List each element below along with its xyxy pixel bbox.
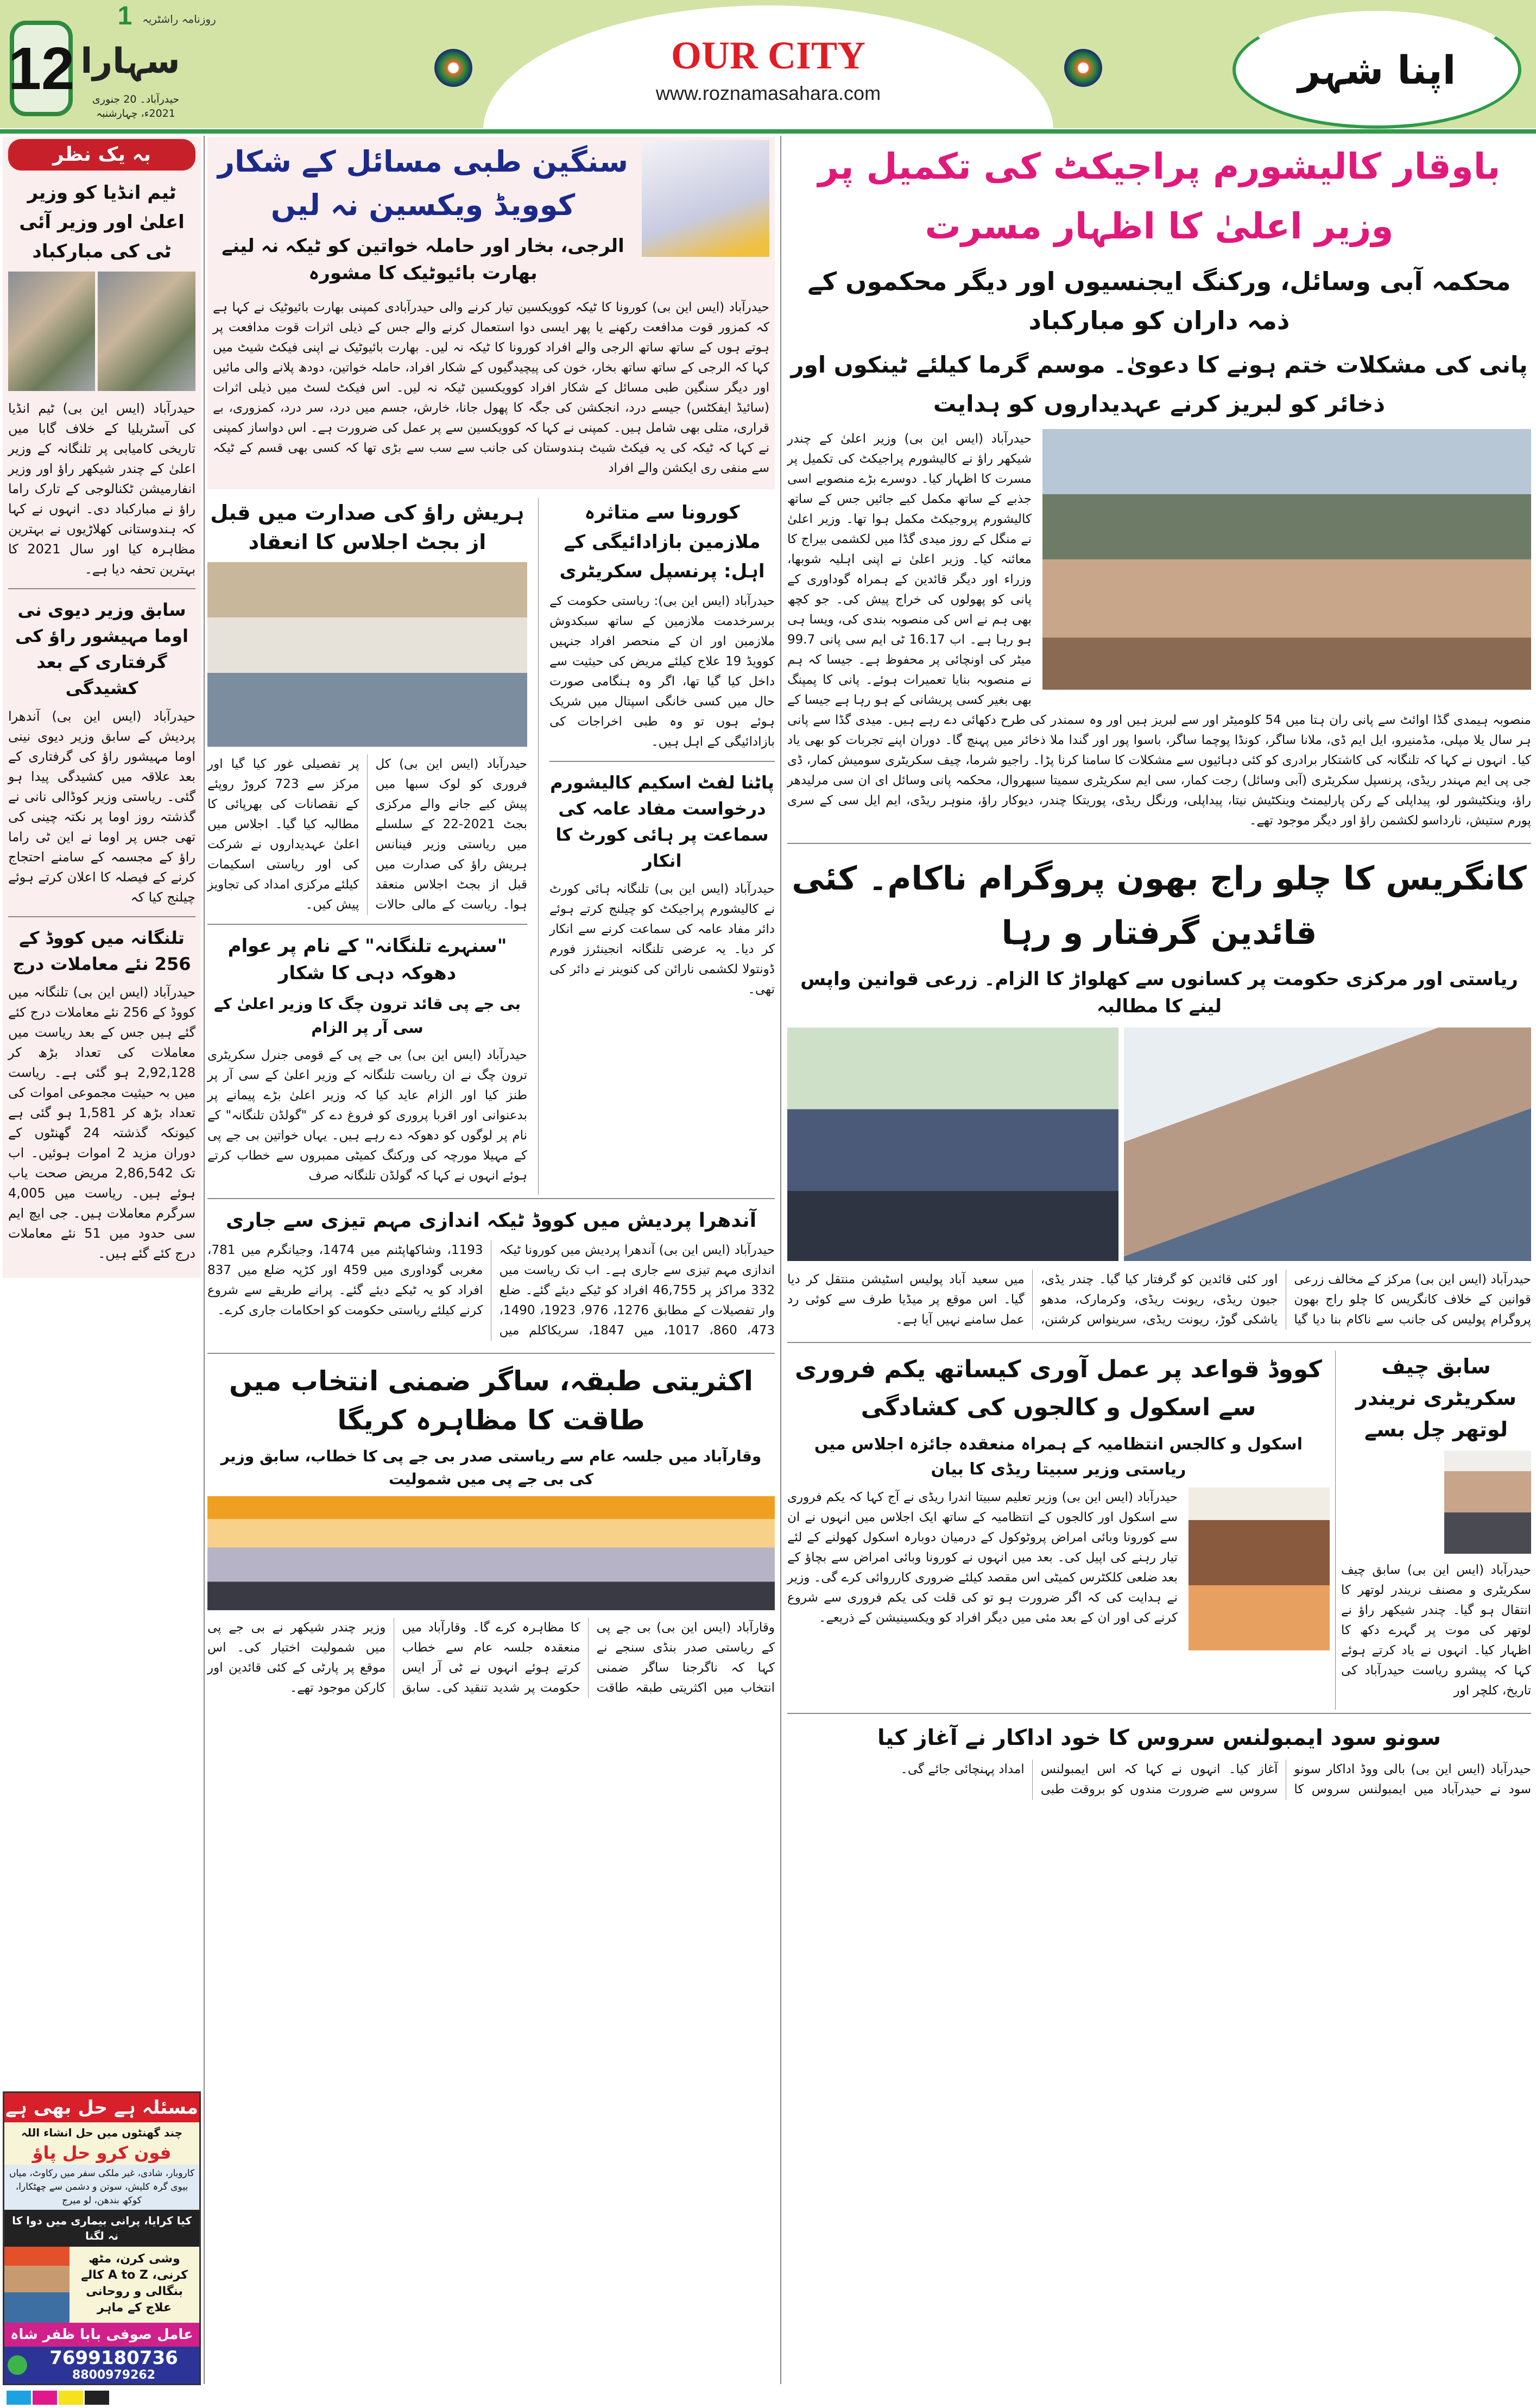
- sabitha-reddy-photo: [1189, 1487, 1330, 1650]
- page-number: 12: [10, 21, 73, 116]
- devi-headline: سابق وزیر دیوی نی اوما مہیشور راؤ کی گرفتاری کے بعد کشیدگی: [15, 600, 189, 698]
- ad-title: مسئلہ ہے حل بھی ہے: [4, 2093, 199, 2122]
- section-title-en: OUR CITY: [671, 34, 866, 77]
- ad-line1: چند گھنٹوں میں حل انشاء اللہ: [21, 2126, 183, 2139]
- middle-column: [207, 137, 775, 1707]
- lead-headline: باوقار کالیشورم پراجیکٹ کی تکمیل پر وزیر اعلیٰ کا اظہار مسرت: [818, 146, 1501, 247]
- lead-subhead-1: محکمہ آبی وسائل، ورکنگ ایجنسیوں اور دیگر محکموں کے ذمہ داران کو مبارکباد: [807, 267, 1511, 335]
- employees-body: حیدرآباد (ایس این بی): ریاستی حکومت کے برسرخدمت ملازمین کے ساتھ سبکدوش ملازمین اور ان کے منحصر افراد جنہیں کوویڈ 19 علاج کیلئے مریض کی حیثیت سے داخل کیا گیا تھا، اگر وہ ہنگامی صورت حال میں کسی خانگی اسپتال میں شریک ہوئے ہوں تو وہ طبی اخراجات کی بازادائیگی کے اہل ہیں۔: [549, 594, 775, 749]
- column-divider: [780, 136, 781, 2384]
- ambulance-headline: سونو سود ایمبولنس سروس کا خود اداکار نے آغاز کیا: [877, 1725, 1442, 1750]
- kaleshwaram-visit-photo: [1042, 429, 1531, 690]
- at-a-glance-badge: بہ یک نظر: [8, 139, 195, 171]
- covid-body: حیدرآباد (ایس این بی) تلنگانہ میں کووڈ کے 256 نئے معاملات درج کئے گئے ہیں جس کے بعد ریاست میں معاملات کی تعداد بڑھ کر 2,92,128 ہو گئی ہے۔ ریاست میں بہ حیثیت مجموعی اموات کی تعداد بڑھ کر 1,581 ہو گئی ہے کیونکہ گذشتہ 24 گھنٹوں کے دوران مزید 2 اموات ہوئیں۔ اب تک 2,86,542 مریض صحت یاب ہوئے ہیں۔ ریاست میں 4,005 سرگرم معاملات ہیں۔ جی ایچ ایم سی حدود میں 51 نئے معاملات درج کئے گئے ہیں۔: [8, 985, 196, 1261]
- vaccine-vial-photo: [642, 140, 769, 257]
- protest-crowd-photo: [787, 1028, 1118, 1261]
- ad-specialty: وشی کرن، مٹھ کرنی، A to Z کالے بنگالی و روحانی علاج کے ماہر: [81, 2252, 188, 2315]
- emblem-icon: [1064, 49, 1102, 87]
- leaders-arrest-photo: [1124, 1028, 1531, 1261]
- pil-body: حیدرآباد (ایس این بی) تلنگانہ ہائی کورٹ نے کالیشورم پراجیکٹ کو چیلنج کرتے ہوئے دائر مفاد عامہ کی سماعت کرنے سے انکار کر دیا۔ یہ عرضی تلنگانہ انجینئرز فورم ڈونتولا لکشمی نارائن کی کنوینر نے دائر کی تھی۔: [549, 882, 775, 997]
- narendra-luther-photo: [1444, 1451, 1531, 1554]
- school-reopening-subhead: اسکول و کالجس انتظامیہ کے ہمراہ منعقدہ جائزہ اجلاس میں ریاستی وزیر سبیتا ریڈی کا بیان: [814, 1435, 1303, 1479]
- ad-phone-2[interactable]: 8800979262: [72, 2368, 156, 2382]
- left-column: [3, 137, 201, 2385]
- emblem-icon: [434, 49, 472, 87]
- harish-headline: ہریش راؤ کی صدارت میں قبل از بجٹ اجلاس کا انعقاد: [210, 501, 524, 554]
- ktr-photo: [8, 272, 95, 391]
- employees-headline: کورونا سے متاثرہ ملازمین بازادائیگی کے اہل: پرنسپل سکریٹری: [559, 502, 765, 582]
- bjp-rally-body: وقارآباد (ایس این بی) بی جے پی کے ریاستی صدر بنڈی سنجے نے کہا کہ ناگرجنا ساگر ضمنی انتخاب میں اکثریتی طبقہ طاقت کا مظاہرہ کرے گا۔ وقارآباد میں منعقدہ جلسہ عام سے خطاب کرتے ہوئے انہوں نے ٹی آر ایس حکومت پر شدید تنقید کی۔ سابق وزیر چندر شیکھر نے بی جے پی میں شمولیت اختیار کی۔ اس موقع پر پارٹی کے کئی قائدین اور کارکن موجود تھے۔: [207, 1621, 775, 1695]
- vaccine-headline: سنگین طبی مسائل کے شکار کوویڈ ویکسین نہ لیں: [218, 144, 628, 222]
- kcr-body: حیدرآباد (ایس این بی) ٹیم انڈیا کی آسٹریلیا کے خلاف گابا میں تاریخی کامیابی پر تلنگانہ کے وزیر اعلیٰ کے چندر شیکھر راؤ اور وزیر انفارمیشن ٹکنالوجی کے تارک راما راؤ نے مبارکباد دی۔ انہوں نے کہا کہ ہندوستانی کھلاڑیوں نے بہترین مظاہرہ کیا اور سال 2021 کا بہترین تحفہ دیا ہے۔: [8, 401, 195, 577]
- paper-logo: سہارا: [80, 41, 180, 81]
- lead-subhead-2: پانی کی مشکلات ختم ہونے کا دعویٰ۔ موسم گرما کیلئے ٹینکوں اور ذخائر کو لبریز کرنے عہدیداروں کو ہدایت: [791, 351, 1528, 417]
- budget-meeting-photo: [207, 562, 527, 747]
- header-rule: [0, 129, 1536, 134]
- ad-phone-1[interactable]: 7699180736: [49, 2347, 178, 2369]
- kcr-photo: [98, 272, 195, 391]
- ad-line2: فون کرو حل پاؤ: [32, 2142, 172, 2163]
- left-column-news: [3, 137, 201, 1278]
- congress-body: حیدرآباد (ایس این بی) مرکز کے مخالف زرعی قوانین کے خلاف کانگریس کا چلو راج بھون پروگرام پولیس کی جانب سے ناکام بنا دیا گیا اور کئی قائدین کو گرفتار کیا گیا۔ چندر یڈی، جیون ریڈی، ریونت ریڈی، وکرمارک، مدھو یاشکی گوڑ، ریونت ریڈی، سرینواس کرشنن، میں سعید آباد پولیس اسٹیشن منتقل کر دیا گیا۔ اس موقع پر میڈیا طرف سے کوئی رد عمل سامنے نہیں آیا ہے۔: [787, 1272, 1531, 1327]
- registration-magenta: [33, 2391, 57, 2405]
- pil-headline: پاٹنا لفٹ اسکیم کالیشورم درخواست مفاد عامہ کی سماعت پر ہائی کورٹ کا انکار: [550, 772, 774, 871]
- bjp-rally-headline: اکثریتی طبقہ، ساگر ضمنی انتخاب میں طاقت کا مظاہرہ کریگا: [229, 1365, 753, 1436]
- paper-tagline: روزنامہ راشٹریہ: [142, 12, 216, 26]
- school-reopening-body: حیدرآباد (ایس این بی) وزیر تعلیم سبیتا اندرا ریڈی نے آج کہا کہ یکم فروری سے اسکول اور کالجوں کے انتظامیہ کے ساتھ ایک اجلاس میں انہوں نے ان سے کورونا وبائی امراض پروٹوکول کے درمیان دوبارہ اسکول کھولنے کے لئے تیار رہنے کی اپیل کی۔ بعد میں انہوں نے کورونا وبائی امراض سے بچاؤ کے بعد ضلعی کلکٹرس کمیٹی اس مقصد کیلئے ضروری کارروائی کرے گی۔ وزیر نے ہدایت کی کہ اگر ضرورت ہو تو کی قلت کی یکم فروری سے شروع کرنے کی اور ان کے بعد مئی میں دیگر افراد کو ویکسینیشن کے ذریعے۔: [787, 1490, 1178, 1625]
- ap-vaccination-body: حیدرآباد (ایس این بی) آندھرا پردیش میں کورونا ٹیکہ اندازی مہم تیزی سے جاری ہے۔ اب تک ریاست میں 332 مراکز پر 46,755 افراد کو ٹیکے دیئے گئے۔ ضلع وار تفصیلات کے مطابق 1276، 976، 1923، 1490، 473، 860، 1017، میں 1847، سریکاکلم میں 1193، وشاکھاپٹنم میں 1474، وجیانگرم میں 781، مغربی گوداوری میں 459 اور کڑپہ ضلع میں 837 افراد کو یہ ٹیکے دیئے گئے۔ پرانے طریقے سے شروع کرنے کیلئے ریاستی حکومت کو احکامات جاری کرے۔: [207, 1243, 775, 1338]
- ad-name: عامل صوفی بابا ظفر شاہ: [4, 2323, 199, 2347]
- vaccine-body: حیدرآباد (ایس این بی) کورونا کا ٹیکہ کوویکسین تیار کرنے والی حیدرآبادی کمپنی بھارت بائیوٹیک نے کہا ہے کہ کمزور قوت مدافعت رکھنے یا پھر ایسی دوا استعمال کرنے والے جس کے ذیلی اثرات قوت مدافعت پر ہوتے ہوں کے ساتھ ساتھ الرجی والے افراد کورونا کا ٹیکہ نہ لیں۔ بھارت بائیوٹیک نے اپنی فیکٹ شیٹ میں کہا کہ الرجی کے ساتھ ساتھ بخار، خون کی پیچیدگیوں کے شکار افراد، حاملہ خواتین، دودھ پلانے والی مائیں اور دیگر سنگین طبی مسائل کے شکار افراد کوویکسین ٹیکہ نہ لیں۔ اس فیکٹ لسٹ میں ذیلی اثرات (سائیڈ ایفکٹس) جیسے درد، انجکشن کی جگہ کا پھول جانا، خارش، جسم میں درد، سر درد، کمزوری، بے قراری، متلی بھی شامل ہیں۔ کمپنی نے کہا کہ کوویکسین سے پر عمل کی ضرورت ہے۔ اس دواساز کمپنی نے کہا کہ ٹیکہ کی یہ فیکٹ شیٹ ہندوستان کی جانب سے سب سے بڑی تھا کہ کسی بھی قسم کے ٹیکہ سے منفی ری ایکشن والے افراد: [213, 300, 769, 475]
- bjp-rally-photo: [207, 1496, 775, 1610]
- date-line: حیدرآباد۔ 20 جنوری 2021ء، چہارشنبہ: [92, 93, 180, 119]
- column-divider: [1335, 1351, 1336, 1710]
- ad-services: کاروبار، شادی، غیر ملکی سفر میں رکاوٹ، میاں بیوی گرہ کلیش، سوتن و دشمن سے چھٹکارا، کوکھ بندھن، لو میرج: [4, 2165, 199, 2210]
- right-section: [787, 137, 1531, 1808]
- ambulance-body: حیدرآباد (ایس این بی) بالی ووڈ اداکار سونو سود نے حیدرآباد میں ایمبولنس سروس کا آغاز کیا۔ انہوں نے کہا کہ اس ایمبولنس سروس سے ضرورت مندوں کو بروقت طبی امداد پہنچائی جائے گی۔: [900, 1762, 1531, 1796]
- vaccine-story: [207, 137, 775, 489]
- golden-telangana-subhead: بی جے پی قائد ترون چگ کا وزیر اعلیٰ کے سی آر پر الزام: [213, 995, 521, 1037]
- website-link[interactable]: www.roznamasahara.com: [655, 82, 881, 104]
- lead-story-block: [787, 429, 1531, 831]
- ad-strip: کیا کرایا، پرانی بیماری میں دوا کا نہ لگنا: [4, 2210, 199, 2247]
- registration-yellow: [59, 2391, 83, 2405]
- logo-mark-icon: 1: [117, 2, 132, 30]
- advertisement[interactable]: [3, 2091, 201, 2385]
- covid-headline: تلنگانہ میں کووڈ کے 256 نئے معاملات درج: [12, 928, 191, 974]
- golden-telangana-headline: "سنہرے تلنگانہ" کے نام پر عوام دھوکہ دہی کا شکار: [227, 935, 507, 984]
- devi-body: حیدرآباد (ایس این بی) آندھرا پردیش کے سابق وزیر دیوی نینی اوما مہیشور راؤ کی گرفتاری کے بعد علاقہ میں کشیدگی پیدا ہو گئی۔ ریاستی وزیر کوڈالی نانی نے گذشتہ روز اوما پر نکتہ چینی کی تھی جس پر اوما نے این ٹی راما راؤ کے مجسمہ کے سامنے احتجاج کرنے کے فیصلہ کا اعلان کرتے ہوئے چیلنج کیا کہ: [8, 709, 195, 905]
- registration-cyan: [7, 2391, 31, 2405]
- kcr-headline: ٹیم انڈیا کو وزیر اعلیٰ اور وزیر آئی ٹی کی مبارکباد: [19, 182, 185, 262]
- congress-headline: کانگریس کا چلو راج بھون پروگرام ناکام۔ کئی قائدین گرفتار و رہا: [792, 860, 1527, 952]
- congress-subhead: ریاستی اور مرکزی حکومت پر کسانوں سے کھلواڑ کا الزام۔ زرعی قوانین واپس لینے کا مطالبہ: [800, 968, 1518, 1017]
- former-cs-headline: سابق چیف سکریٹری نریندر لوتھر چل بسے: [1355, 1354, 1517, 1441]
- vaccine-subhead: الرجی، بخار اور حاملہ خواتین کو ٹیکہ نہ لینے بھارت بائیوٹیک کا مشورہ: [222, 235, 624, 284]
- whatsapp-icon: [8, 2355, 27, 2375]
- former-cs-body: حیدرآباد (ایس این بی) سابق چیف سکریٹری و مصنف نریندر لوتھر کا انتقال ہو گیا۔ چندر شیکھر راؤ نے لوتھر کی موت پر گہرے دکھ کا اظہار کیا۔ انہوں نے یاد کرتے ہوئے کہا کہ پیشرو ریاست حیدرآباد کی تاریخ، کلچر اور: [1341, 1563, 1531, 1698]
- ad-photo: [4, 2247, 69, 2323]
- column-divider: [204, 136, 205, 2384]
- section-title-ur: اپنا شہر: [1232, 11, 1521, 129]
- ap-vaccination-headline: آندھرا پردیش میں کووڈ ٹیکہ اندازی مہم تیزی سے جاری: [225, 1209, 757, 1232]
- golden-telangana-body: حیدرآباد (ایس این بی) بی جے پی کے قومی جنرل سکریٹری ترون چگ نے ان ریاست تلنگانہ کے وزیر اعلیٰ کے سی آر پر طنز کیا اور الزام عاید کیا کہ وزیر اعلیٰ بڑے پیمانے پر بدعنوانی اور اقربا پروری کو فروغ دے کر "گولڈن تلنگانہ" کے نام پر لوگوں کو دھوکہ دے رہے ہیں۔ یہاں خواتین بی جے پی کے مہیلا مورچہ کی ورکنگ کمیٹی ممبروں سے خطاب کرتے ہوئے انہوں نے کہا کہ گولڈن تلنگانہ صرف: [207, 1048, 527, 1183]
- bjp-rally-subhead: وقارآباد میں جلسہ عام سے ریاستی صدر بی جے پی کا خطاب، سابق وزیر کی بی جے پی میں شمولیت: [220, 1447, 762, 1488]
- registration-black: [85, 2391, 109, 2405]
- harish-body: حیدرآباد (ایس این بی) کل فروری کو لوک سبھا میں پیش کیے جانے والے مرکزی بجٹ 2021-22 کے سلسلے میں ریاستی وزیر فینانس ہریش راؤ کی صدارت میں قبل از بجٹ اجلاس منعقد ہوا۔ ریاست کے مالی حالات پر تفصیلی غور کیا گیا اور مرکز سے 723 کروڑ روپئے کے نقصانات کی بھرپائی کا مطالبہ کیا گیا۔ اجلاس میں اعلیٰ عہدیداروں نے شرکت کی اور ریاستی اسکیمات کیلئے مرکزی امداد کی تجاویز پیش کیں۔: [207, 757, 527, 912]
- lead-body: حیدرآباد (ایس این بی) وزیر اعلیٰ کے چندر شیکھر راؤ نے کالیشورم پراجیکٹ کی تکمیل پر مسرت کا اظہار کیا۔ دوسرے بڑے منصوبے اسی جذبے کے ساتھ مکمل کیے جائیں جس کے ساتھ کالیشورم پروجیکٹ مکمل ہوا تھا۔ وزیر اعلیٰ نے منگل کے روز میدی گڈا میں لکشمی بیراج کا معائنہ کیا۔ وزیر اعلیٰ نے اپنی اہلیہ شوبھا، وزراء اور دیگر قائدین کے ہمراہ گوداوری کے پانی کو پھولوں کی خراج پیش کی۔ جو کچھ بھی ہم نے اس کی منصوبہ بندی کی، ویسا ہی ہو رہا ہے۔ اب 16.17 ٹی ایم سی پانی 99.7 میٹر کی اونچائی پر محفوظ ہے۔ جیسا کہ ہم نے منصوبہ بنایا تعمیرات ہوئے۔ پانی کا پمپنگ بھی بغیر کسی پریشانی کے ہو رہا ہے جیسا کے منصوبہ ہیمدی گڈا اوائٹ سے پانی ران ہتا میں 54 کلومیٹر اور سے لبریز ہیں اور وہ سمندر کی طرح دکھائی دے رہے ہیں۔ میدی گڈا سے پانی ہر سال یلا مپلی، مڈمنیرو، ایل ایم ڈی، ملانا ساگر، کونڈا پوچما ساگر، باسوا پور اور گندا ملا ذخائر میں پہنچ گا۔ دوران اپنے تجربات کو بھی یاد کیا۔ انہوں نے کہا کہ تلنگانہ کی کاشتکار برادری کو کئی دہائیوں سے مشکلات کا سامنا کرنا پڑا۔ راجیو شرما، چیف سکریٹری سومیش کمار، ڈی جی پی ایم مہندر ریڈی، پرنسپل سکریٹری (آبی وسائل) رجت کمار، سی ایم سکریٹری سمیتا سبھروال، محکمہ پانی وسائل ای ان سی مرلیدھر راؤ، وینکٹیشور لو، پیداپلی کے رکن پارلیمنٹ وینکٹیش نیتا، پیداپلی، ورنگل ریڈی، پوریتکا چندر، دیوکار راؤ، منوہر ریڈی، ایم ایل سی کے سری پورم ستیش، نارداسو لکشمن راؤ اور دیگر موجود تھے۔: [787, 432, 1531, 828]
- school-story-block: [787, 1487, 1330, 1656]
- column-divider: [538, 498, 539, 1195]
- school-reopening-headline: کووڈ قواعد پر عمل آوری کیساتھ یکم فروری سے اسکول و کالجوں کی کشادگی: [795, 1356, 1322, 1421]
